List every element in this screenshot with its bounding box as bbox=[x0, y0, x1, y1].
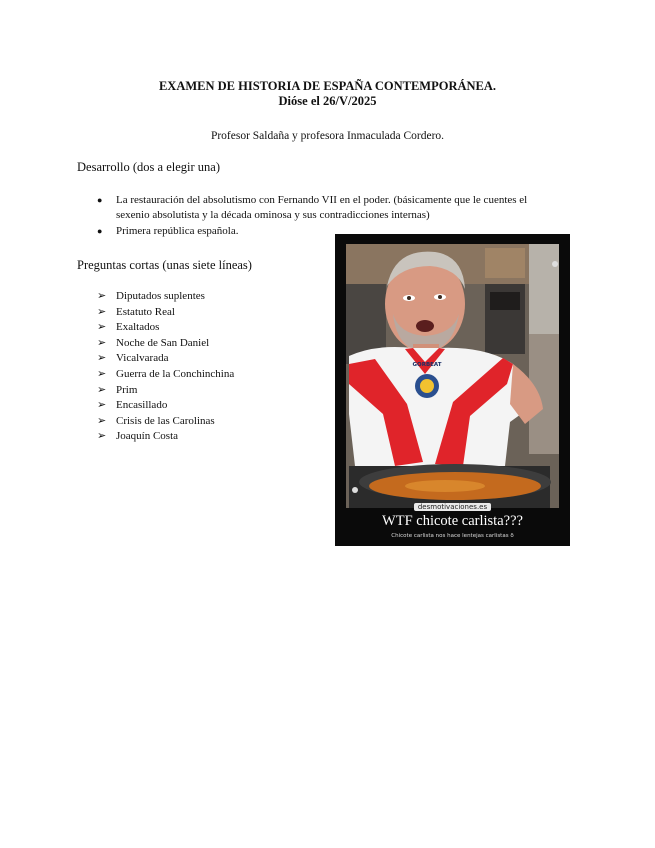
arrow-bullet-icon: ➢ bbox=[97, 383, 107, 396]
pregunta-item-text: Noche de San Daniel bbox=[116, 336, 210, 349]
meme-caption: WTF chicote carlista??? bbox=[382, 513, 523, 529]
list-item bbox=[97, 289, 317, 305]
pregunta-item-text: Diputados suplentes bbox=[116, 290, 205, 302]
preguntas-list bbox=[97, 289, 317, 445]
list-item bbox=[97, 320, 317, 336]
meme-watermark: desmotivaciones.es bbox=[335, 503, 570, 511]
meme-photo bbox=[335, 234, 570, 546]
arrow-bullet-icon: ➢ bbox=[97, 336, 107, 349]
arrow-bullet-icon: ➢ bbox=[97, 414, 107, 427]
preguntas-heading: Preguntas cortas (unas siete líneas) bbox=[77, 258, 252, 272]
desarrollo-list bbox=[97, 193, 562, 240]
pregunta-item-text: Crisis de las Carolinas bbox=[116, 414, 215, 427]
list-item bbox=[97, 414, 317, 430]
arrow-bullet-icon: ➢ bbox=[97, 321, 107, 334]
list-item bbox=[97, 351, 317, 367]
list-item bbox=[97, 398, 317, 414]
professors-line: Profesor Saldaña y profesora Inmaculada Cordero. bbox=[210, 130, 445, 142]
arrow-bullet-icon: ➢ bbox=[97, 367, 107, 380]
bullet-dot-icon: ● bbox=[97, 226, 103, 236]
pregunta-item-text: Estatuto Real bbox=[116, 305, 175, 318]
arrow-bullet-icon: ➢ bbox=[97, 305, 107, 318]
arrow-bullet-icon: ➢ bbox=[97, 290, 107, 302]
meme-subcaption: Chicote carlista nos hace lentejas carlistas ð bbox=[391, 533, 514, 539]
exam-date: Dióse el 26/V/2025 bbox=[278, 94, 377, 108]
arrow-bullet-icon: ➢ bbox=[97, 430, 107, 443]
bullet-dot-icon: ● bbox=[97, 195, 103, 205]
list-item bbox=[97, 383, 317, 399]
list-item bbox=[97, 305, 317, 321]
pregunta-item-text: Exaltados bbox=[116, 321, 160, 334]
arrow-bullet-icon: ➢ bbox=[97, 352, 107, 365]
arrow-bullet-icon: ➢ bbox=[97, 399, 107, 412]
desarrollo-heading: Desarrollo (dos a elegir una) bbox=[77, 160, 220, 174]
list-item bbox=[97, 367, 317, 383]
pregunta-item-text: Prim bbox=[116, 383, 138, 396]
pregunta-item-text: Guerra de la Conchinchina bbox=[116, 367, 235, 380]
exam-title: EXAMEN DE HISTORIA DE ESPAÑA CONTEMPORÁNEA. bbox=[158, 79, 497, 93]
meme-image bbox=[335, 234, 570, 546]
pregunta-item-text: Joaquín Costa bbox=[116, 430, 179, 443]
list-item bbox=[97, 193, 562, 223]
desarrollo-item-text: La restauración del absolutismo con Fernando VII en el poder. (básicamente que le cuentes el sexenio absolutista y la década ominosa y sus contradicciones internas) bbox=[116, 194, 528, 221]
pregunta-item-text: Encasillado bbox=[116, 399, 168, 412]
shirt-brand-text: GORBEAT bbox=[412, 362, 442, 368]
list-item bbox=[97, 429, 317, 445]
pregunta-item-text: Vicalvarada bbox=[116, 352, 169, 365]
desarrollo-item-text: Primera república española. bbox=[116, 225, 239, 237]
list-item bbox=[97, 336, 317, 352]
